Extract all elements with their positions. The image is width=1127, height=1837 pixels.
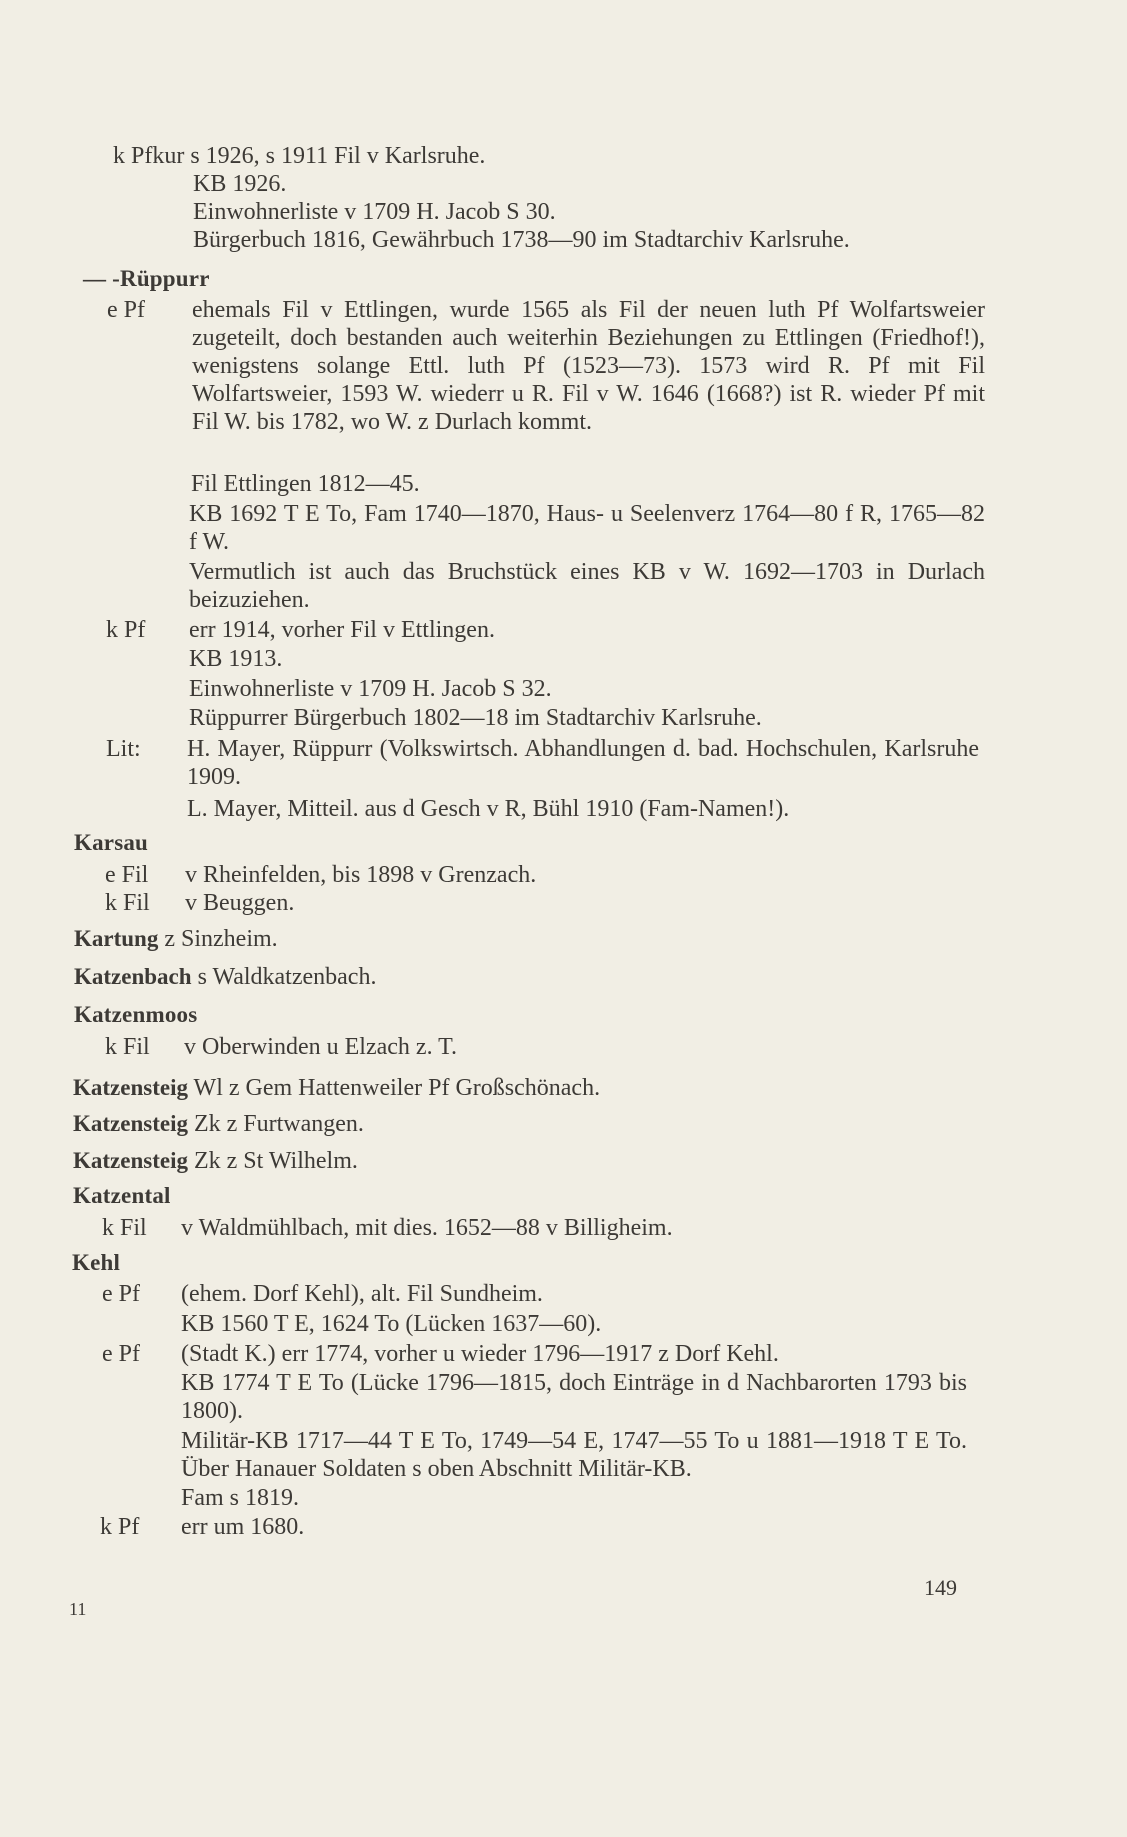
kehl-epf1-line-2: KB 1560 T E, 1624 To (Lücken 1637—60). — [181, 1311, 602, 1337]
top-line-1: k Pfkur s 1926, s 1911 Fil v Karlsruhe. — [113, 143, 486, 169]
katzensteig-1-text: Wl z Gem Hattenweiler Pf Großschönach. — [193, 1075, 601, 1101]
entry-katzensteig-2 — [73, 1110, 364, 1138]
rueppurr-kpf-4: Rüppurrer Bürgerbuch 1802—18 im Stadtarchiv Karlsruhe. — [189, 705, 762, 731]
entry-katzensteig-3 — [73, 1147, 358, 1175]
label-lit: Lit: — [106, 736, 141, 762]
label-e-pf: e Pf — [107, 297, 145, 323]
kehl-epf2-kb: KB 1774 T E To (Lücke 1796—1815, doch Einträge in d Nachbarorten 1793 bis 1800). — [181, 1370, 967, 1424]
top-line-einwohner: Einwohnerliste v 1709 H. Jacob S 30. — [193, 199, 556, 225]
kehl-epf1-line-1: (ehem. Dorf Kehl), alt. Fil Sundheim. — [181, 1281, 543, 1307]
katzenmoos-label: k Fil — [105, 1034, 150, 1060]
karsau-label-2: k Fil — [105, 890, 150, 916]
rueppurr-vermutlich: Vermutlich ist auch das Bruchstück eines KB v W. 1692—1703 in Durlach beizuziehen. — [189, 559, 985, 613]
rueppurr-kpf-3: Einwohnerliste v 1709 H. Jacob S 32. — [189, 676, 552, 702]
katzental-text: v Waldmühlbach, mit dies. 1652—88 v Billigheim. — [181, 1215, 673, 1241]
heading-katzensteig-3: Katzensteig — [73, 1148, 188, 1173]
heading-katzental: Katzental — [73, 1183, 171, 1208]
heading-katzenmoos: Katzenmoos — [74, 1002, 198, 1027]
heading-kartung: Kartung — [74, 926, 159, 951]
kehl-epf2-militaer: Militär-KB 1717—44 T E To, 1749—54 E, 1747—55 To u 1881—1918 T E To. Über Hanauer Soldaten s oben Abschnitt Militär-KB. — [181, 1428, 967, 1482]
kehl-label-epf-2: e Pf — [102, 1341, 140, 1367]
rueppurr-kb: KB 1692 T E To, Fam 1740—1870, Haus- u Seelenverz 1764—80 f R, 1765—82 f W. — [189, 501, 985, 555]
rueppurr-lit-1: H. Mayer, Rüppurr (Volkswirtsch. Abhandlungen d. bad. Hochschulen, Karlsruhe 1909. — [187, 736, 979, 790]
kehl-kpf-text: err um 1680. — [181, 1514, 305, 1540]
entry-kartung — [74, 925, 278, 953]
karsau-label-1: e Fil — [105, 862, 149, 888]
entry-katzenbach — [74, 963, 376, 991]
kartung-text: z Sinzheim. — [164, 926, 278, 952]
heading-katzenbach: Katzenbach — [74, 964, 192, 989]
heading-kehl: Kehl — [72, 1250, 121, 1275]
rueppurr-epf-text: ehemals Fil v Ettlingen, wurde 1565 als Fil der neuen luth Pf Wolfartsweier zugeteilt, doch bestanden auch weiterhin Beziehungen zu Ettlingen (Friedhof!), wenigstens solange Ettl. luth Pf (1523—73). 1573 wird R. Pf mit Fil Wolfartsweier, 1593 W. wiederr u R. Fil v W. 1646 (1668?) ist R. wieder Pf mit Fil W. bis 1782, wo W. z Durlach kommt. — [192, 297, 985, 435]
kehl-epf2-fam: Fam s 1819. — [181, 1485, 300, 1511]
kehl-label-epf-1: e Pf — [102, 1281, 140, 1307]
kehl-epf2-line: (Stadt K.) err 1774, vorher u wieder 1796—1917 z Dorf Kehl. — [181, 1341, 779, 1367]
top-line-buergerbuch: Bürgerbuch 1816, Gewährbuch 1738—90 im Stadtarchiv Karlsruhe. — [193, 227, 850, 253]
kehl-label-kpf: k Pf — [100, 1514, 140, 1540]
entry-katzensteig-1 — [73, 1074, 600, 1102]
rueppurr-kpf-1: err 1914, vorher Fil v Ettlingen. — [189, 617, 495, 643]
page-number: 149 — [924, 1575, 957, 1600]
rueppurr-fil-ettlingen: Fil Ettlingen 1812—45. — [191, 471, 420, 497]
rueppurr-kpf-2: KB 1913. — [189, 646, 283, 672]
top-line-kb: KB 1926. — [193, 171, 287, 197]
katzensteig-2-text: Zk z Furtwangen. — [193, 1111, 364, 1137]
signature-mark: 11 — [69, 1599, 87, 1619]
heading-katzensteig-1: Katzensteig — [73, 1075, 188, 1100]
karsau-text-1: v Rheinfelden, bis 1898 v Grenzach. — [185, 862, 537, 888]
katzensteig-3-text: Zk z St Wilhelm. — [193, 1148, 358, 1174]
katzenbach-text: s Waldkatzenbach. — [197, 964, 377, 990]
katzenmoos-text: v Oberwinden u Elzach z. T. — [184, 1034, 458, 1060]
rueppurr-lit-2: L. Mayer, Mitteil. aus d Gesch v R, Bühl 1910 (Fam-Namen!). — [187, 796, 790, 822]
heading-katzensteig-2: Katzensteig — [73, 1111, 188, 1136]
heading-rueppurr: — -Rüppurr — [83, 266, 210, 291]
katzental-label: k Fil — [102, 1215, 147, 1241]
karsau-text-2: v Beuggen. — [185, 890, 295, 916]
label-k-pf: k Pf — [106, 617, 146, 643]
heading-karsau: Karsau — [74, 830, 149, 855]
